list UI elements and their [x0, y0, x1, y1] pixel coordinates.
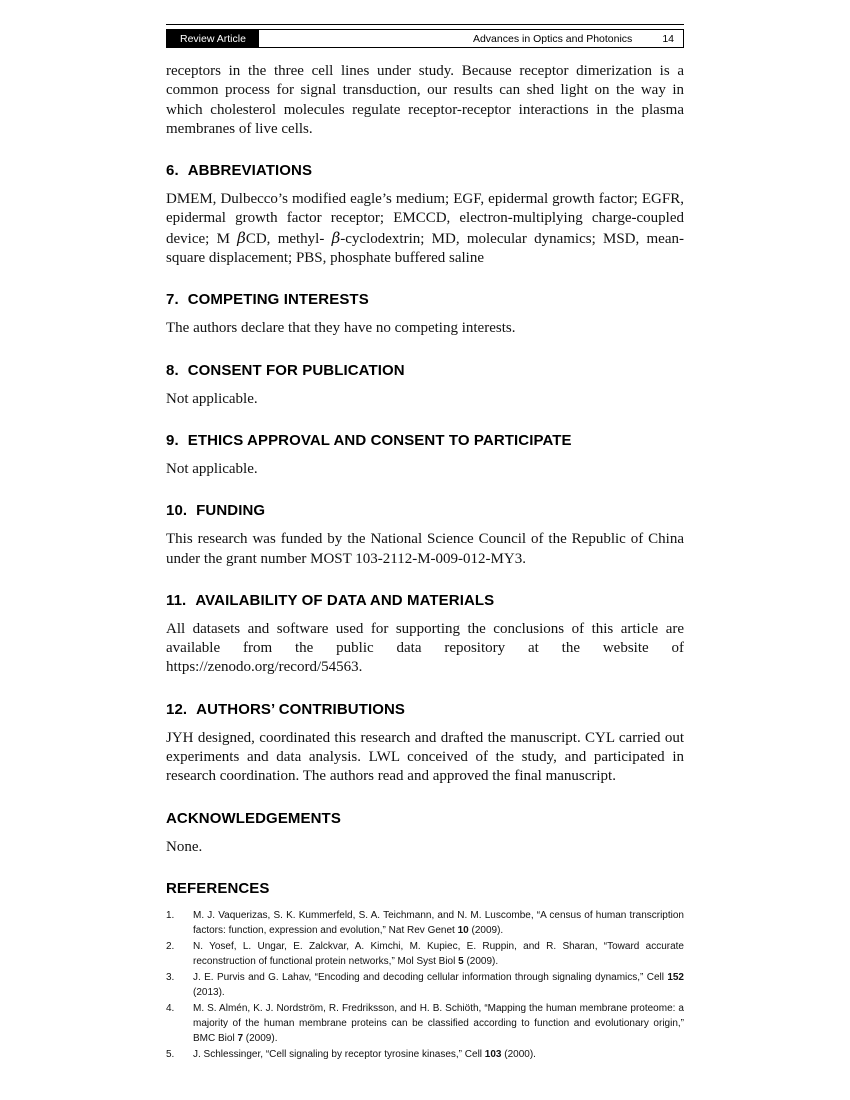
reference-volume: 5	[458, 955, 464, 967]
reference-item	[166, 939, 684, 969]
section-acknowledgements	[166, 810, 684, 857]
reference-volume: 152	[667, 971, 684, 983]
reference-year: (2009).	[243, 1032, 278, 1044]
reference-text: J. E. Purvis and G. Lahav, “Encoding and decoding cellular information through signaling dynamics,” Cell	[193, 971, 668, 983]
reference-number: 1.	[166, 909, 175, 921]
section-title: FUNDING	[196, 502, 266, 520]
reference-number: 5.	[166, 1048, 175, 1060]
section-title: AVAILABILITY OF DATA AND MATERIALS	[195, 591, 495, 609]
section-heading-funding	[166, 502, 684, 520]
references-list	[166, 908, 684, 1062]
header-rule	[166, 24, 684, 25]
section-title: AUTHORS’ CONTRIBUTIONS	[196, 700, 406, 718]
reference-volume: 103	[484, 1048, 502, 1060]
reference-item	[166, 908, 684, 938]
section-title: CONSENT FOR PUBLICATION	[187, 361, 405, 379]
funding-paragraph: This research was funded by the National Science Council of the Republic of China under the grant number MOST 103-2112-M-009-012-MY3.	[166, 531, 684, 567]
section-competing-interests	[166, 291, 684, 338]
consent-paragraph: Not applicable.	[166, 390, 258, 407]
reference-text: N. Yosef, L. Ungar, E. Zalckvar, A. Kimchi, M. Kupiec, E. Ruppin, and R. Sharan, “Toward accurate reconstruction of functional protein networks,” Mol Syst Biol	[193, 940, 684, 967]
journal-name: Advances in Optics and Photonics	[472, 32, 633, 45]
section-heading-ethics	[166, 432, 684, 450]
section-heading-availability	[166, 592, 684, 610]
section-title: ETHICS APPROVAL AND CONSENT TO PARTICIPATE	[187, 431, 572, 449]
reference-item	[166, 1001, 684, 1046]
ethics-paragraph: Not applicable.	[166, 460, 258, 477]
beta-symbol: β	[331, 228, 341, 247]
page-content	[166, 24, 684, 1062]
header-right	[473, 30, 683, 47]
beta-symbol: β	[237, 228, 246, 247]
section-number: 6.	[166, 162, 179, 180]
section-contributions	[166, 701, 684, 787]
reference-year: (2000).	[501, 1048, 536, 1060]
section-title: COMPETING INTERESTS	[187, 291, 369, 309]
reference-year: (2009).	[463, 955, 499, 967]
section-ethics	[166, 432, 684, 479]
section-title: ABBREVIATIONS	[187, 162, 313, 180]
section-funding	[166, 502, 684, 569]
reference-volume: 10	[457, 924, 469, 936]
page-header	[166, 29, 684, 48]
abbreviations-paragraph	[166, 190, 684, 268]
reference-item	[166, 1047, 684, 1062]
competing-paragraph: The authors declare that they have no competing interests.	[166, 320, 516, 337]
section-number: 10.	[166, 502, 188, 520]
section-availability	[166, 592, 684, 678]
section-heading-acknowledgements	[166, 810, 684, 828]
reference-text: M. J. Vaquerizas, S. K. Kummerfeld, S. A. Teichmann, and N. M. Luscombe, “A census of human transcription factors: function, expression and evolution,” Nat Rev Genet	[193, 909, 684, 936]
section-number: 12.	[166, 700, 188, 718]
section-heading-contributions	[166, 701, 684, 719]
intro-paragraph: receptors in the three cell lines under study. Because receptor dimerization is a common process for signal transduction, our results can shed light on the way in which cholesterol molecules regulate receptor-receptor interactions in the plasma membranes of live cells.	[166, 63, 684, 137]
reference-volume: 7	[237, 1032, 244, 1044]
section-number: 9.	[166, 431, 179, 449]
section-number: 11.	[166, 591, 187, 609]
reference-text: J. Schlessinger, “Cell signaling by receptor tyrosine kinases,” Cell	[193, 1048, 485, 1060]
reference-text: M. S. Almén, K. J. Nordström, R. Fredriksson, and H. B. Schiöth, “Mapping the human membrane proteome: a majority of the human membrane proteins can be classified according to function and evolutionary origin,” BMC Biol	[193, 1002, 684, 1044]
page-number: 14	[662, 32, 674, 45]
acknowledgements-paragraph: None.	[166, 838, 203, 855]
section-title: REFERENCES	[166, 879, 270, 897]
abbrev-text-1: DMEM, Dulbecco’s modified eagle’s medium; EGF, epidermal growth factor; EGFR, epidermal growth factor receptor; EMCCD, electron-multiplying charge-coupled device; M	[166, 191, 684, 247]
reference-number: 4.	[166, 1002, 175, 1014]
section-references	[166, 880, 684, 1062]
section-title: ACKNOWLEDGEMENTS	[166, 809, 341, 827]
section-number: 7.	[166, 291, 179, 309]
abbrev-text-2: CD, methyl-	[245, 230, 332, 247]
section-heading-abbreviations	[166, 162, 684, 180]
article-type-badge: Review Article	[167, 30, 259, 47]
section-heading-consent	[166, 362, 684, 380]
availability-paragraph: All datasets and software used for supporting the conclusions of this article are available from the public data repository at the website of https://zenodo.org/record/54563.	[166, 620, 684, 676]
section-heading-references	[166, 880, 684, 898]
abbrev-text-3: -cyclodextrin; MD, molecular dynamics; MSD, mean-square displacement; PBS, phosphate buffered saline	[166, 230, 684, 267]
contributions-paragraph: JYH designed, coordinated this research and drafted the manuscript. CYL carried out experiments and data analysis. LWL conceived of the study, and participated in research coordination. The authors read and approved the final manuscript.	[166, 729, 684, 785]
section-heading-competing	[166, 291, 684, 309]
reference-number: 2.	[166, 940, 175, 952]
section-consent-publication	[166, 362, 684, 409]
section-abbreviations	[166, 162, 684, 268]
reference-year: (2013).	[193, 986, 225, 998]
section-number: 8.	[166, 361, 179, 379]
reference-item	[166, 970, 684, 1000]
reference-number: 3.	[166, 971, 175, 983]
reference-year: (2009).	[468, 924, 504, 936]
